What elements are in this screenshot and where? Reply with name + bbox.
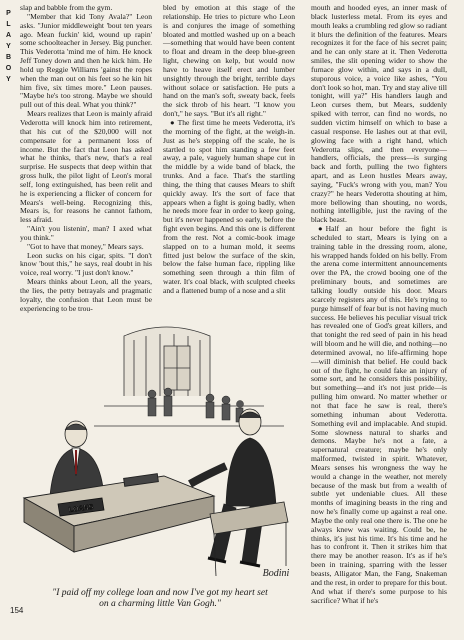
artist-signature: Bodini <box>262 568 290 579</box>
paragraph-text: Mears thinks about Leon, all the years, the lies, the petty betrayals and pragmatic loyalty, the confusion that Leon must be experiencing to be trou- <box>20 277 152 313</box>
masthead-letter: O <box>5 65 13 72</box>
paragraph-text: "Member that kid Tony Avala?" Leon asks. "Junior middleweight 'bout ten years ago. Mean fuckin' kid, wound up rapin' some schoolteacher in Jersey. Big puncher. This Vederotta 'mind me of him. He knock Jeff Toney down and then he kick him. He hold up Reggie Williams 'gainst the ropes when the man out on his feet so he kin hit him five, six times more." Leon pauses. "Maybe he's too strong. Maybe we should pull out of this deal. What you think?" <box>20 11 152 110</box>
masthead-letter: B <box>5 54 13 61</box>
article-column-1 <box>20 4 152 322</box>
masthead-letter: A <box>5 32 13 39</box>
section-break-bullet: ● <box>170 117 175 127</box>
paragraph-text: The first time he meets Vederotta, it's the morning of the fight, at the weigh-in. Just as he's stepping off the scale, he is startled to spot him standing a few feet away, a pale, vaguely human shape cut in the middle by a wide band of black, the trunks. And a face. That's the startling thing, the thing that causes Mears to shift quickly away. It's the sort of face that appears when a fight is going badly, when he needs more fear in order to keep going, but it's never happened so early, before the fight even begins. And this one is different from the rest. Not a comic-book image slapped on to a human mold, it seems fitted just below the surface of the skin, below the false human face, rippling like something seen through a thin film of water. It's coal black, with sculpted cheeks and a flattened bump of a nose and a slit <box>163 117 295 295</box>
paragraph-text: "Got to have that money," Mears says. <box>27 241 144 251</box>
article-paragraph <box>20 278 152 313</box>
paragraph-text: Half an hour before the fight is scheduled to start, Mears is lying on a training table in the dressing room, alone, his wrapped hands folded on his belly. From the arena come intermittent announcements over the PA, the crowd booing one of the preliminary bouts, and sometimes are talking loudly outside his door. Mears scarcely registers any of this. He's trying to purge himself of fear but is not having much success. He believes his peculiar visual trick has revealed one of God's great killers, and that tonight the red seed of pain in his head will bloom and he will die, and nothing—no determined avowal, no life-affirming hope—will diminish that belief. He could back out of the fight, he could fake an injury of some sort, and he considers this possibility, but something—and it's not just pride—is pulling him onward. No matter whether or not that face he saw is real, there's something inhuman about Vederotta. Something evil and implacable. And stupid. Some slowness natural to sharks and demons. Maybe he's not a fate, a supernatural creature; maybe he's only malformed, twisted in spirit. Whatever, Mears senses his wrongness the way he would a change in the weather, not merely because of the mask but from a wealth of subtle yet undeniable clues. All these months of imagining beasts in the ring and now he's finally come up against a real one. Maybe the only real one there is. The one he always knew was waiting. Could be, he thinks, it's just his time. It's his time and he has to confront it. Then it strikes him that there may be another reason. It's as if he's been in training, sparring with the lesser beasts, Alligator Man, the Fang, Snakeman and the rest, in order to prepare for this bout. And what if there's some purpose to his sacrifice? What if he's <box>311 224 448 605</box>
article-paragraph <box>163 119 295 296</box>
masthead-letter: Y <box>6 43 12 50</box>
section-break-bullet: ● <box>318 224 323 234</box>
article-paragraph <box>20 110 152 225</box>
loans-sign-text: LOANS <box>68 504 94 514</box>
article-paragraph <box>20 225 152 243</box>
paragraph-text: slap and babble from the gym. <box>20 3 113 12</box>
cartoon-caption <box>40 588 280 610</box>
magazine-masthead <box>4 8 14 85</box>
paragraph-text: mouth and hooded eyes, an inner mask of black lusterless metal. From its eyes and mouth leaks a crumbling red glow so radiant it blurs the definition of the features. Mears recognizes it for the face of his secret pain; and he can only stare at it. Then Vederotta smiles, the slit opening wider to show the furnace glow within, and says in a dull, stuporous voice, a voice like ashes, "You don't look so hot, man. Try and stay alive till tonight, will ya?" His handlers laugh and Leon curses them, but Mears, suddenly spiked with terror, can find no words, no sudden victim himself on which to base a casual response. He lashes out at that evil, glowing face with a right hand, which Vederotta slips, and then everyone—handlers, officials, the press—is surging back and forth, pulling the two fighters apart, and as Leon hustles Mears away, saying, "Fuck's wrong with you, man? You crazy?" he hears Vederotta shouting at him, more bellowing than shouting, no words, nothing intelligible, just the raving of the black beast. <box>311 3 447 225</box>
article-paragraph <box>311 4 447 225</box>
masthead-letter: P <box>6 10 12 17</box>
article-paragraph <box>311 225 447 605</box>
caption-line-2: on a charming little Van Gogh." <box>99 599 221 609</box>
cartoon-illustration <box>14 326 304 584</box>
paragraph-text: Leon sucks on his cigar, spits. "I don't know 'bout this," he says, real doubt in his voice, real worry. "I just don't know." <box>20 250 152 278</box>
article-paragraph <box>20 252 152 279</box>
masthead-letter: L <box>6 21 12 28</box>
paragraph-text: "Ain't you listenin', man? I axed what you think." <box>20 224 152 242</box>
caption-line-1: "I paid off my college loan and now I've got my heart set <box>52 588 268 598</box>
paragraph-text: bled by emotion at this stage of the relationship. He tries to picture who Leon is and conjures the image of something bloated and mottled washed up on a beach—something that would have been content to float and dream in the deep blue-green light, chewing on kelp, but would now have to heave itself erect and lumber unsightly through the bright, terrible days without solace or satisfaction. He puts a hand on the man's soft, sweaty back, feels the sick throb of his heart. "I know you don't," he says. "But it's all right." <box>163 3 295 119</box>
article-paragraph <box>20 13 152 110</box>
article-paragraph <box>163 4 295 119</box>
customer-figure <box>190 409 276 566</box>
masthead-letter: Y <box>6 76 12 83</box>
article-column-3 <box>311 3 448 605</box>
page-number: 154 <box>10 606 24 615</box>
article-column-2 <box>163 4 295 322</box>
paragraph-text: Mears realizes that Leon is mainly afraid Vederotta will knock him into retirement, that his cut of the $20,000 will not compensate for a permanent loss of income. But the fact that Leon has asked what he thinks, that's new, that's a real surprise. He suspects that deep within that gross hulk, the pilot light of Leon's moral self, long extinguished, has been relit and he is experiencing a flicker of concern for Mears's well-being. Recognizing this, Mears is, for reasons he cannot fathom, less afraid. <box>20 109 152 225</box>
banker-figure <box>50 421 104 496</box>
